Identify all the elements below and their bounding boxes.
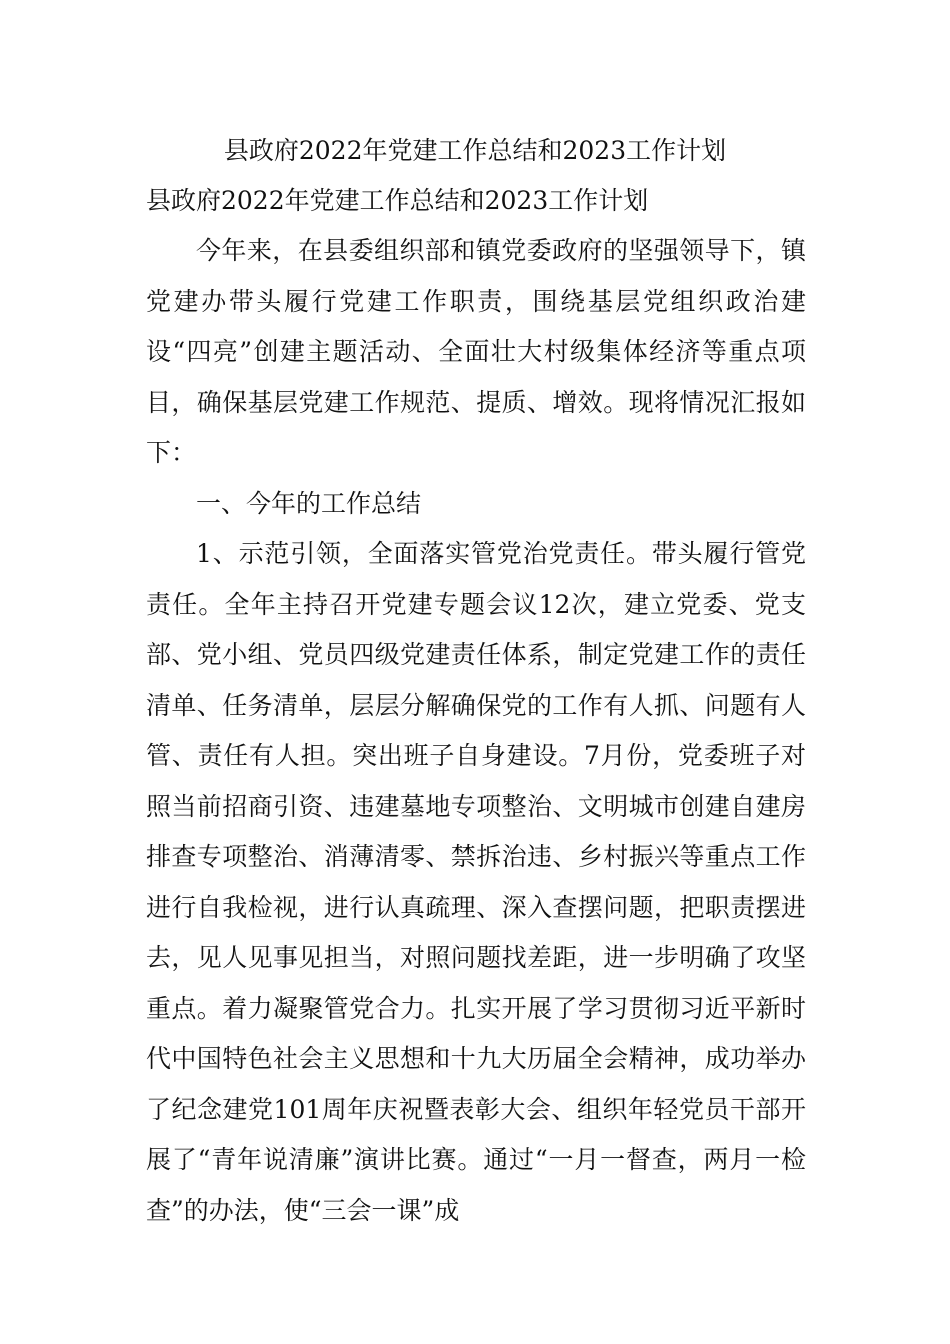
intro-paragraph: 今年来，在县委组织部和镇党委政府的坚强领导下，镇党建办带头履行党建工作职责，围绕基层党组织政治建设“四亮”创建主题活动、全面壮大村级集体经济等重点项目，确保基层党建工作规范、提质、增效。现将情况汇报如下：: [146, 236, 806, 467]
document-subtitle: 县政府2022年党建工作总结和2023工作计划: [146, 186, 649, 215]
document-body: [146, 226, 806, 1236]
section-heading: 一、今年的工作总结: [196, 488, 422, 518]
body-paragraph: 1、示范引领，全面落实管党治党责任。带头履行管党责任。全年主持召开党建专题会议12次，建立党委、党支部、党小组、党员四级党建责任体系，制定党建工作的责任清单、任务清单，层层分解确保党的工作有人抓、问题有人管、责任有人担。突出班子自身建设。7月份，党委班子对照当前招商引资、违建墓地专项整治、文明城市创建自建房排查专项整治、消薄清零、禁拆治违、乡村振兴等重点工作进行自我检视，进行认真疏理、深入查摆问题，把职责摆进去，见人见事见担当，对照问题找差距，进一步明确了攻坚重点。着力凝聚管党合力。扎实开展了学习贯彻习近平新时代中国特色社会主义思想和十九大历届全会精神，成功举办了纪念建党101周年庆祝暨表彰大会、组织年轻党员干部开展了“青年说清廉”演讲比赛。通过“一月一督查，两月一检查”的办法，使“三会一课”成: [146, 539, 806, 1225]
document-title: 县政府2022年党建工作总结和2023工作计划: [223, 136, 727, 165]
